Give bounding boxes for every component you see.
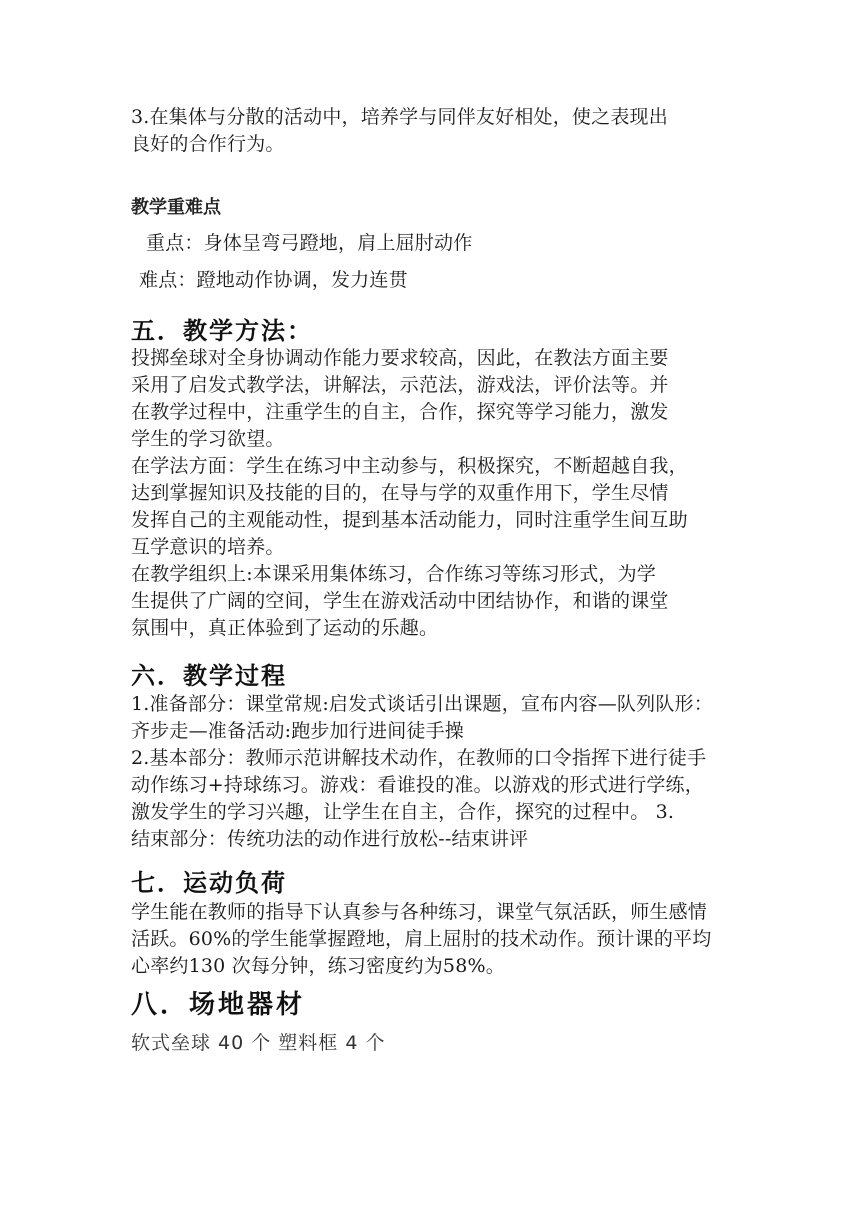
text-line: 学生的学习欲望。 bbox=[131, 428, 285, 450]
text-line: 发挥自己的主观能动性，提到基本活动能力，同时注重学生间互助 bbox=[131, 509, 688, 531]
text-line: 结束部分：传统功法的动作进行放松--结束讲评 bbox=[131, 828, 529, 850]
text-line: 激发学生的学习兴趣，让学生在自主，合作，探究的过程中。 3. bbox=[131, 801, 675, 823]
text-line: 良好的合作行为。 bbox=[131, 133, 285, 155]
text-line: 生提供了广阔的空间，学生在游戏活动中团结协作，和谐的课堂 bbox=[131, 590, 669, 612]
equipment-list: 软式垒球 40 个 塑料框 4 个 bbox=[131, 1032, 386, 1054]
text-line: 投掷垒球对全身协调动作能力要求较高，因此，在教法方面主要 bbox=[131, 347, 669, 369]
text-line: 氛围中，真正体验到了运动的乐趣。 bbox=[131, 617, 439, 639]
text-line: 2.基本部分：教师示范讲解技术动作，在教师的口令指挥下进行徒手 bbox=[131, 747, 707, 769]
text-line: 采用了启发式教学法，讲解法，示范法，游戏法，评价法等。并 bbox=[131, 374, 669, 396]
objective-3-paragraph bbox=[131, 104, 743, 158]
section-6-heading: 六．教学过程 bbox=[131, 662, 287, 690]
text-line: 1.准备部分：课堂常规:启发式谈话引出课题，宣布内容—队列队形： bbox=[131, 693, 713, 715]
section-7-heading: 七．运动负荷 bbox=[131, 869, 287, 897]
text-line: 齐步走—准备活动:跑步加行进间徒手操 bbox=[131, 720, 465, 742]
section-8-heading: 八．场地器材 bbox=[131, 990, 306, 1020]
section-5-body bbox=[131, 345, 743, 642]
section-5-heading: 五．教学方法： bbox=[131, 317, 313, 345]
text-line: 互学意识的培养。 bbox=[131, 536, 285, 558]
key-point-focus: 重点：身体呈弯弓蹬地，肩上屈肘动作 bbox=[146, 232, 473, 254]
section-7-body bbox=[131, 899, 743, 980]
text-line: 活跃。60%的学生能掌握蹬地，肩上屈肘的技术动作。预计课的平均 bbox=[131, 928, 712, 950]
text-line: 在教学组织上:本课采用集体练习，合作练习等练习形式，为学 bbox=[131, 563, 657, 585]
text-line: 达到掌握知识及技能的目的，在导与学的双重作用下，学生尽情 bbox=[131, 482, 669, 504]
text-line: 在学法方面：学生在练习中主动参与，积极探究，不断超越自我， bbox=[131, 455, 688, 477]
text-line: 心率约130 次每分钟，练习密度约为58%。 bbox=[131, 955, 505, 977]
key-point-difficulty: 难点：蹬地动作协调，发力连贯 bbox=[139, 269, 408, 291]
text-line: 在教学过程中，注重学生的自主，合作，探究等学习能力，激发 bbox=[131, 401, 669, 423]
text-line: 3.在集体与分散的活动中，培养学与同伴友好相处，使之表现出 bbox=[131, 106, 668, 128]
text-line: 动作练习+持球练习。游戏：看谁投的准。以游戏的形式进行学练， bbox=[131, 774, 704, 796]
text-line: 学生能在教师的指导下认真参与各种练习，课堂气氛活跃，师生感情 bbox=[131, 901, 708, 923]
key-points-heading: 教学重难点 bbox=[131, 197, 221, 218]
section-6-body bbox=[131, 691, 743, 853]
